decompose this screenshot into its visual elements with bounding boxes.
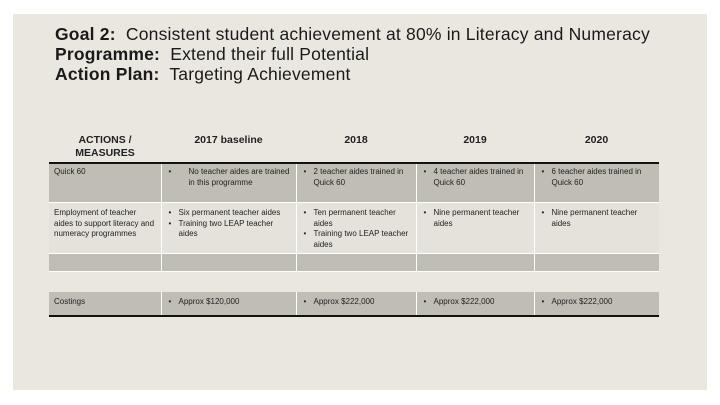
programme-label: Programme:	[55, 44, 161, 64]
bullet: • Training two LEAP teacher aides	[179, 219, 291, 240]
empty-cell	[161, 254, 296, 272]
bullet: • 6 teacher aides trained in Quick 60	[552, 167, 655, 188]
bullet: • Training two LEAP teacher aides	[314, 229, 411, 250]
header-row	[49, 128, 659, 163]
action-plan-label: Action Plan:	[55, 64, 160, 84]
header-2019: 2019	[416, 128, 534, 163]
bullet: • Approx $222,000	[314, 297, 411, 308]
cell-employment-2017	[161, 203, 296, 254]
cell-employment-2019	[416, 203, 534, 254]
empty-cell	[49, 254, 161, 272]
slide-heading	[55, 24, 655, 84]
bullet: • Approx $222,000	[552, 297, 655, 308]
programme-line	[55, 44, 655, 64]
goal-label: Goal 2:	[55, 24, 116, 44]
table-row-empty	[49, 254, 659, 272]
cell-costings-2018	[296, 292, 416, 316]
header-2018: 2018	[296, 128, 416, 163]
goal-text: Consistent student achievement at 80% in Literacy and Numeracy	[125, 24, 650, 44]
cell-quick-60-2017	[161, 163, 296, 203]
cell-quick-60-2020	[534, 163, 659, 203]
row-label-quick-60: Quick 60	[49, 163, 161, 203]
row-label-employment: Employment of teacher aides to support literacy and numeracy programmes	[49, 203, 161, 254]
bullet: • Approx $222,000	[434, 297, 529, 308]
cell-quick-60-2019	[416, 163, 534, 203]
bullet: • Nine permanent teacher aides	[434, 208, 529, 229]
bullet: • 2 teacher aides trained in Quick 60	[314, 167, 411, 188]
goal-line	[55, 24, 655, 44]
cell-employment-2020	[534, 203, 659, 254]
bullet: • Ten permanent teacher aides	[314, 208, 411, 229]
cell-costings-2020	[534, 292, 659, 316]
table-row-quick-60	[49, 163, 659, 203]
empty-cell	[534, 254, 659, 272]
cell-costings-2017	[161, 292, 296, 316]
empty-cell	[416, 254, 534, 272]
header-2020: 2020	[534, 128, 659, 163]
bullet: • Approx $120,000	[179, 297, 291, 308]
action-plan-table	[49, 128, 659, 317]
bullet: • 4 teacher aides trained in Quick 60	[434, 167, 529, 188]
table-row-costings	[49, 292, 659, 316]
bullet: • Six permanent teacher aides	[179, 208, 291, 219]
table-spacer	[49, 272, 659, 293]
spacer-cell	[49, 272, 659, 293]
cell-quick-60-2018	[296, 163, 416, 203]
action-plan-line	[55, 64, 655, 84]
empty-cell	[296, 254, 416, 272]
bullet: • Nine permanent teacher aides	[552, 208, 655, 229]
header-2017-baseline: 2017 baseline	[161, 128, 296, 163]
action-plan-text: Targeting Achievement	[169, 64, 351, 84]
cell-employment-2018	[296, 203, 416, 254]
header-actions-measures: ACTIONS / MEASURES	[49, 128, 161, 163]
bullet: • No teacher aides are trained in this programme	[179, 167, 291, 188]
programme-text: Extend their full Potential	[170, 44, 370, 64]
cell-costings-2019	[416, 292, 534, 316]
table-row-employment	[49, 203, 659, 254]
row-label-costings: Costings	[49, 292, 161, 316]
